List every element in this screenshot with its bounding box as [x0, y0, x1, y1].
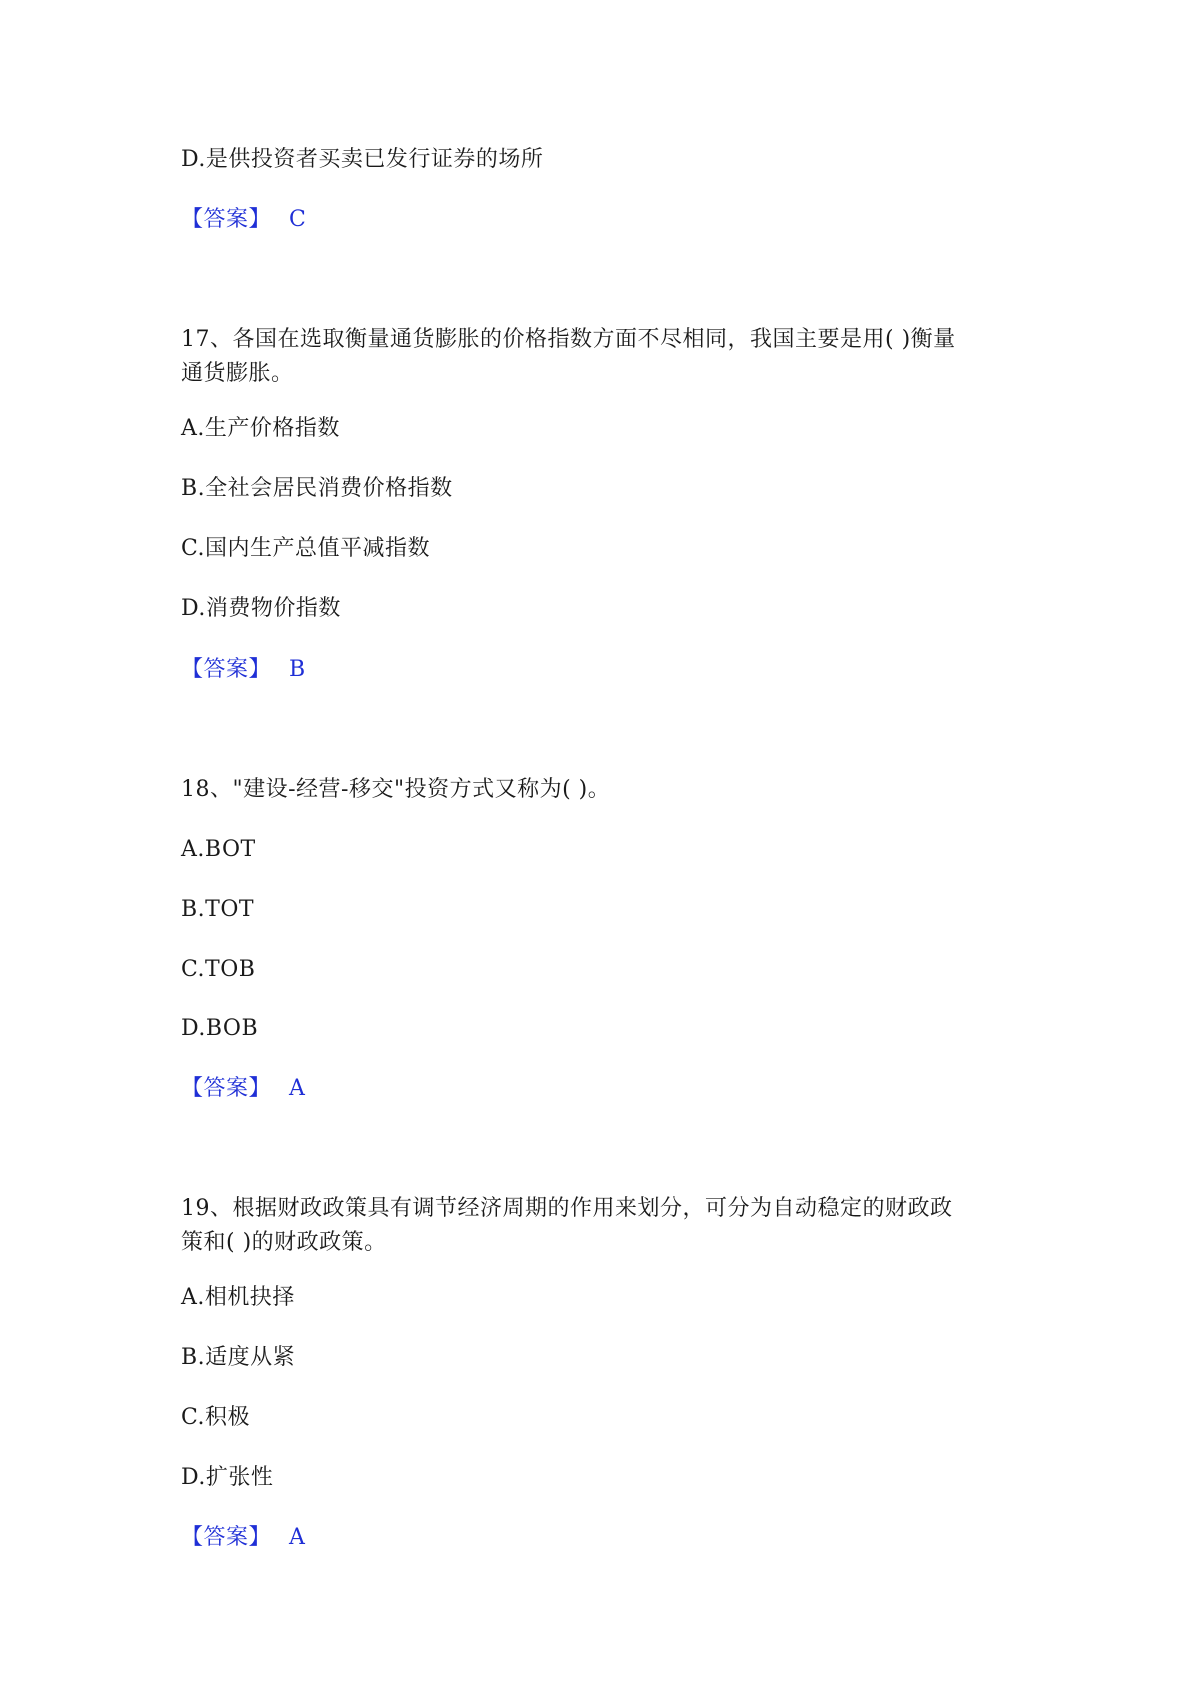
q17-option-c: C.国内生产总值平减指数 [181, 536, 431, 561]
q18-option-d: D.BOB [181, 1016, 259, 1041]
q16-answer [181, 205, 306, 235]
q19-question-line2: 策和( )的财政政策。 [181, 1230, 387, 1255]
answer-label: 【答案】 [181, 657, 272, 682]
answer-value: B [289, 657, 306, 682]
q19-option-c: C.积极 [181, 1405, 251, 1430]
answer-value: A [289, 1076, 306, 1101]
q18-answer [181, 1074, 305, 1104]
q19-option-b: B.适度从紧 [181, 1345, 296, 1370]
q17-option-b: B.全社会居民消费价格指数 [181, 476, 453, 501]
q17-option-d: D.消费物价指数 [181, 596, 341, 621]
q18-option-b: B.TOT [181, 897, 255, 922]
q18-option-c: C.TOB [181, 957, 256, 982]
q19-option-a: A.相机抉择 [181, 1285, 295, 1310]
q16-option-d: D.是供投资者买卖已发行证券的场所 [181, 147, 544, 172]
q19-answer [181, 1523, 305, 1553]
q18-question-line1: 18、"建设-经营-移交"投资方式又称为( )。 [181, 777, 611, 802]
q17-question-line1: 17、各国在选取衡量通货膨胀的价格指数方面不尽相同，我国主要是用( )衡量 [181, 327, 956, 352]
q17-answer [181, 655, 306, 685]
q17-option-a: A.生产价格指数 [181, 416, 340, 441]
q17-question-line2: 通货膨胀。 [181, 361, 294, 386]
answer-label: 【答案】 [181, 207, 272, 232]
answer-value: C [289, 207, 307, 232]
answer-label: 【答案】 [181, 1525, 272, 1550]
q19-question-line1: 19、根据财政政策具有调节经济周期的作用来划分，可分为自动稳定的财政政 [181, 1196, 953, 1221]
answer-label: 【答案】 [181, 1076, 272, 1101]
q19-option-d: D.扩张性 [181, 1465, 274, 1490]
answer-value: A [289, 1525, 306, 1550]
q18-option-a: A.BOT [181, 837, 256, 862]
